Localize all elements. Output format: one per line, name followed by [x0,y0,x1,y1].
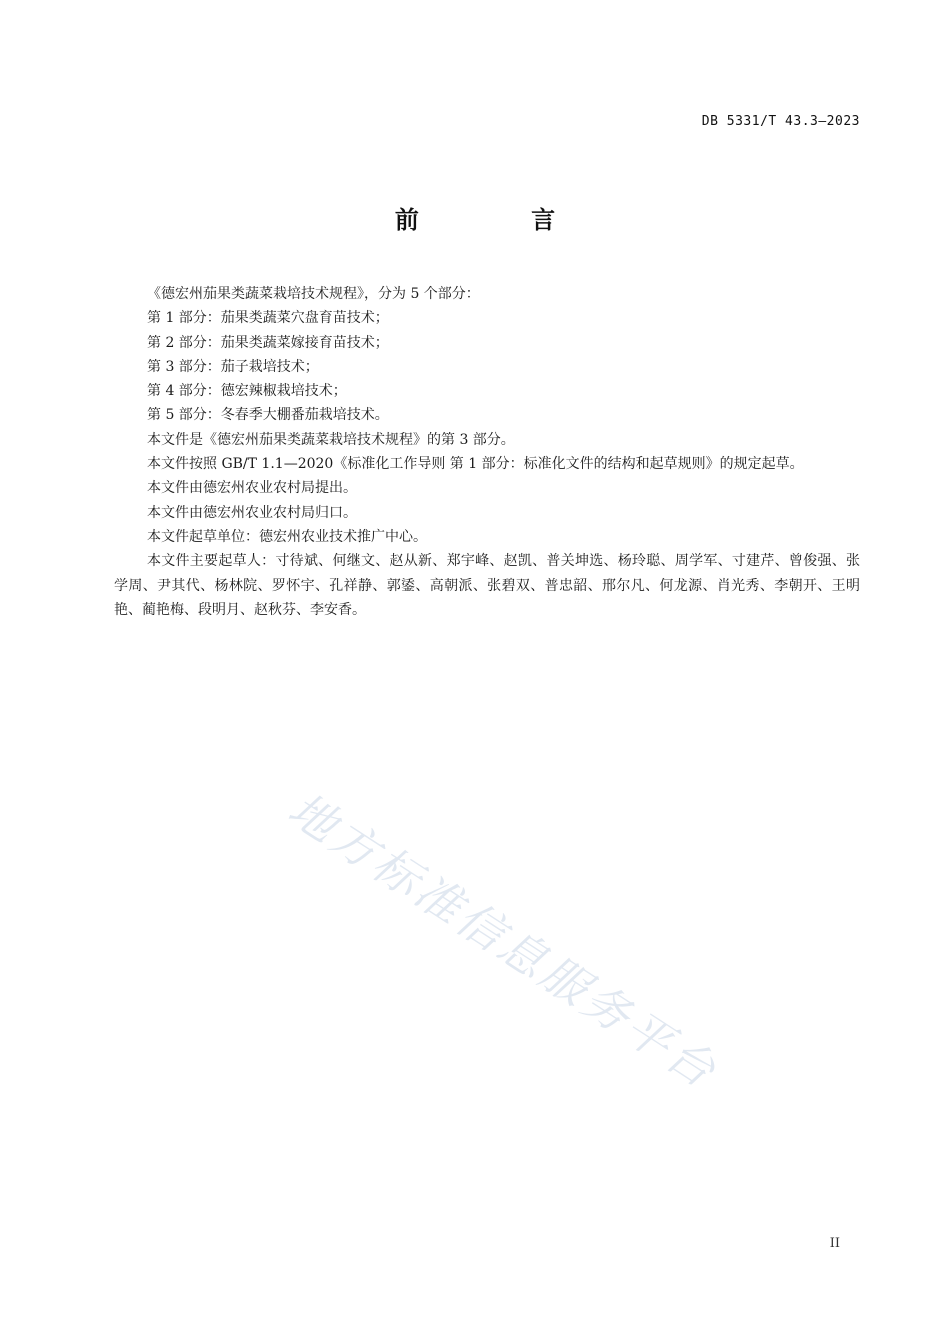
paragraph-part-1: 第 1 部分：茄果类蔬菜穴盘育苗技术； [147,310,389,327]
paragraph-this-part: 本文件是《德宏州茄果类蔬菜栽培技术规程》的第 3 部分。 [147,431,515,448]
document-code: DB 5331/T 43.3—2023 [701,114,860,129]
paragraph-part-5: 第 5 部分：冬春季大棚番茄栽培技术。 [147,407,389,424]
paragraph-part-3: 第 3 部分：茄子栽培技术； [147,358,319,375]
paragraph-drafting-unit: 本文件起草单位：德宏州农业技术推广中心。 [147,528,427,545]
paragraph-administered-by: 本文件由德宏州农业农村局归口。 [147,504,357,521]
page-number: II [829,1236,840,1251]
paragraph-part-4: 第 4 部分：德宏辣椒栽培技术； [147,383,347,400]
paragraph-intro: 《德宏州茄果类蔬菜栽培技术规程》，分为 5 个部分： [147,286,480,302]
page-title: 前 言 [394,206,608,234]
paragraph-part-2: 第 2 部分：茄果类蔬菜嫁接育苗技术； [147,334,389,351]
paragraph-proposed-by: 本文件由德宏州农业农村局提出。 [147,480,357,497]
watermark: 地方标准信息服务平台 [278,781,728,1100]
paragraph-drafting-rules: 本文件按照 GB/T 1.1—2020《标准化工作导则 第 1 部分：标准化文件的结构和起草规则》的规定起草。 [147,456,804,473]
preface-body [114,282,860,622]
paragraph-drafters: 本文件主要起草人：寸待斌、何继文、赵从新、郑宇峰、赵凯、普关坤选、杨玲聪、周学军、寸建芹、曾俊强、张学周、尹其代、杨林院、罗怀宇、孔祥静、郭鋈、高朝派、张碧双、普忠韶、邢尔凡、何龙源、肖光秀、李朝开、王明艳、蔺艳梅、段明月、赵秋芬、李安香。 [114,553,860,618]
